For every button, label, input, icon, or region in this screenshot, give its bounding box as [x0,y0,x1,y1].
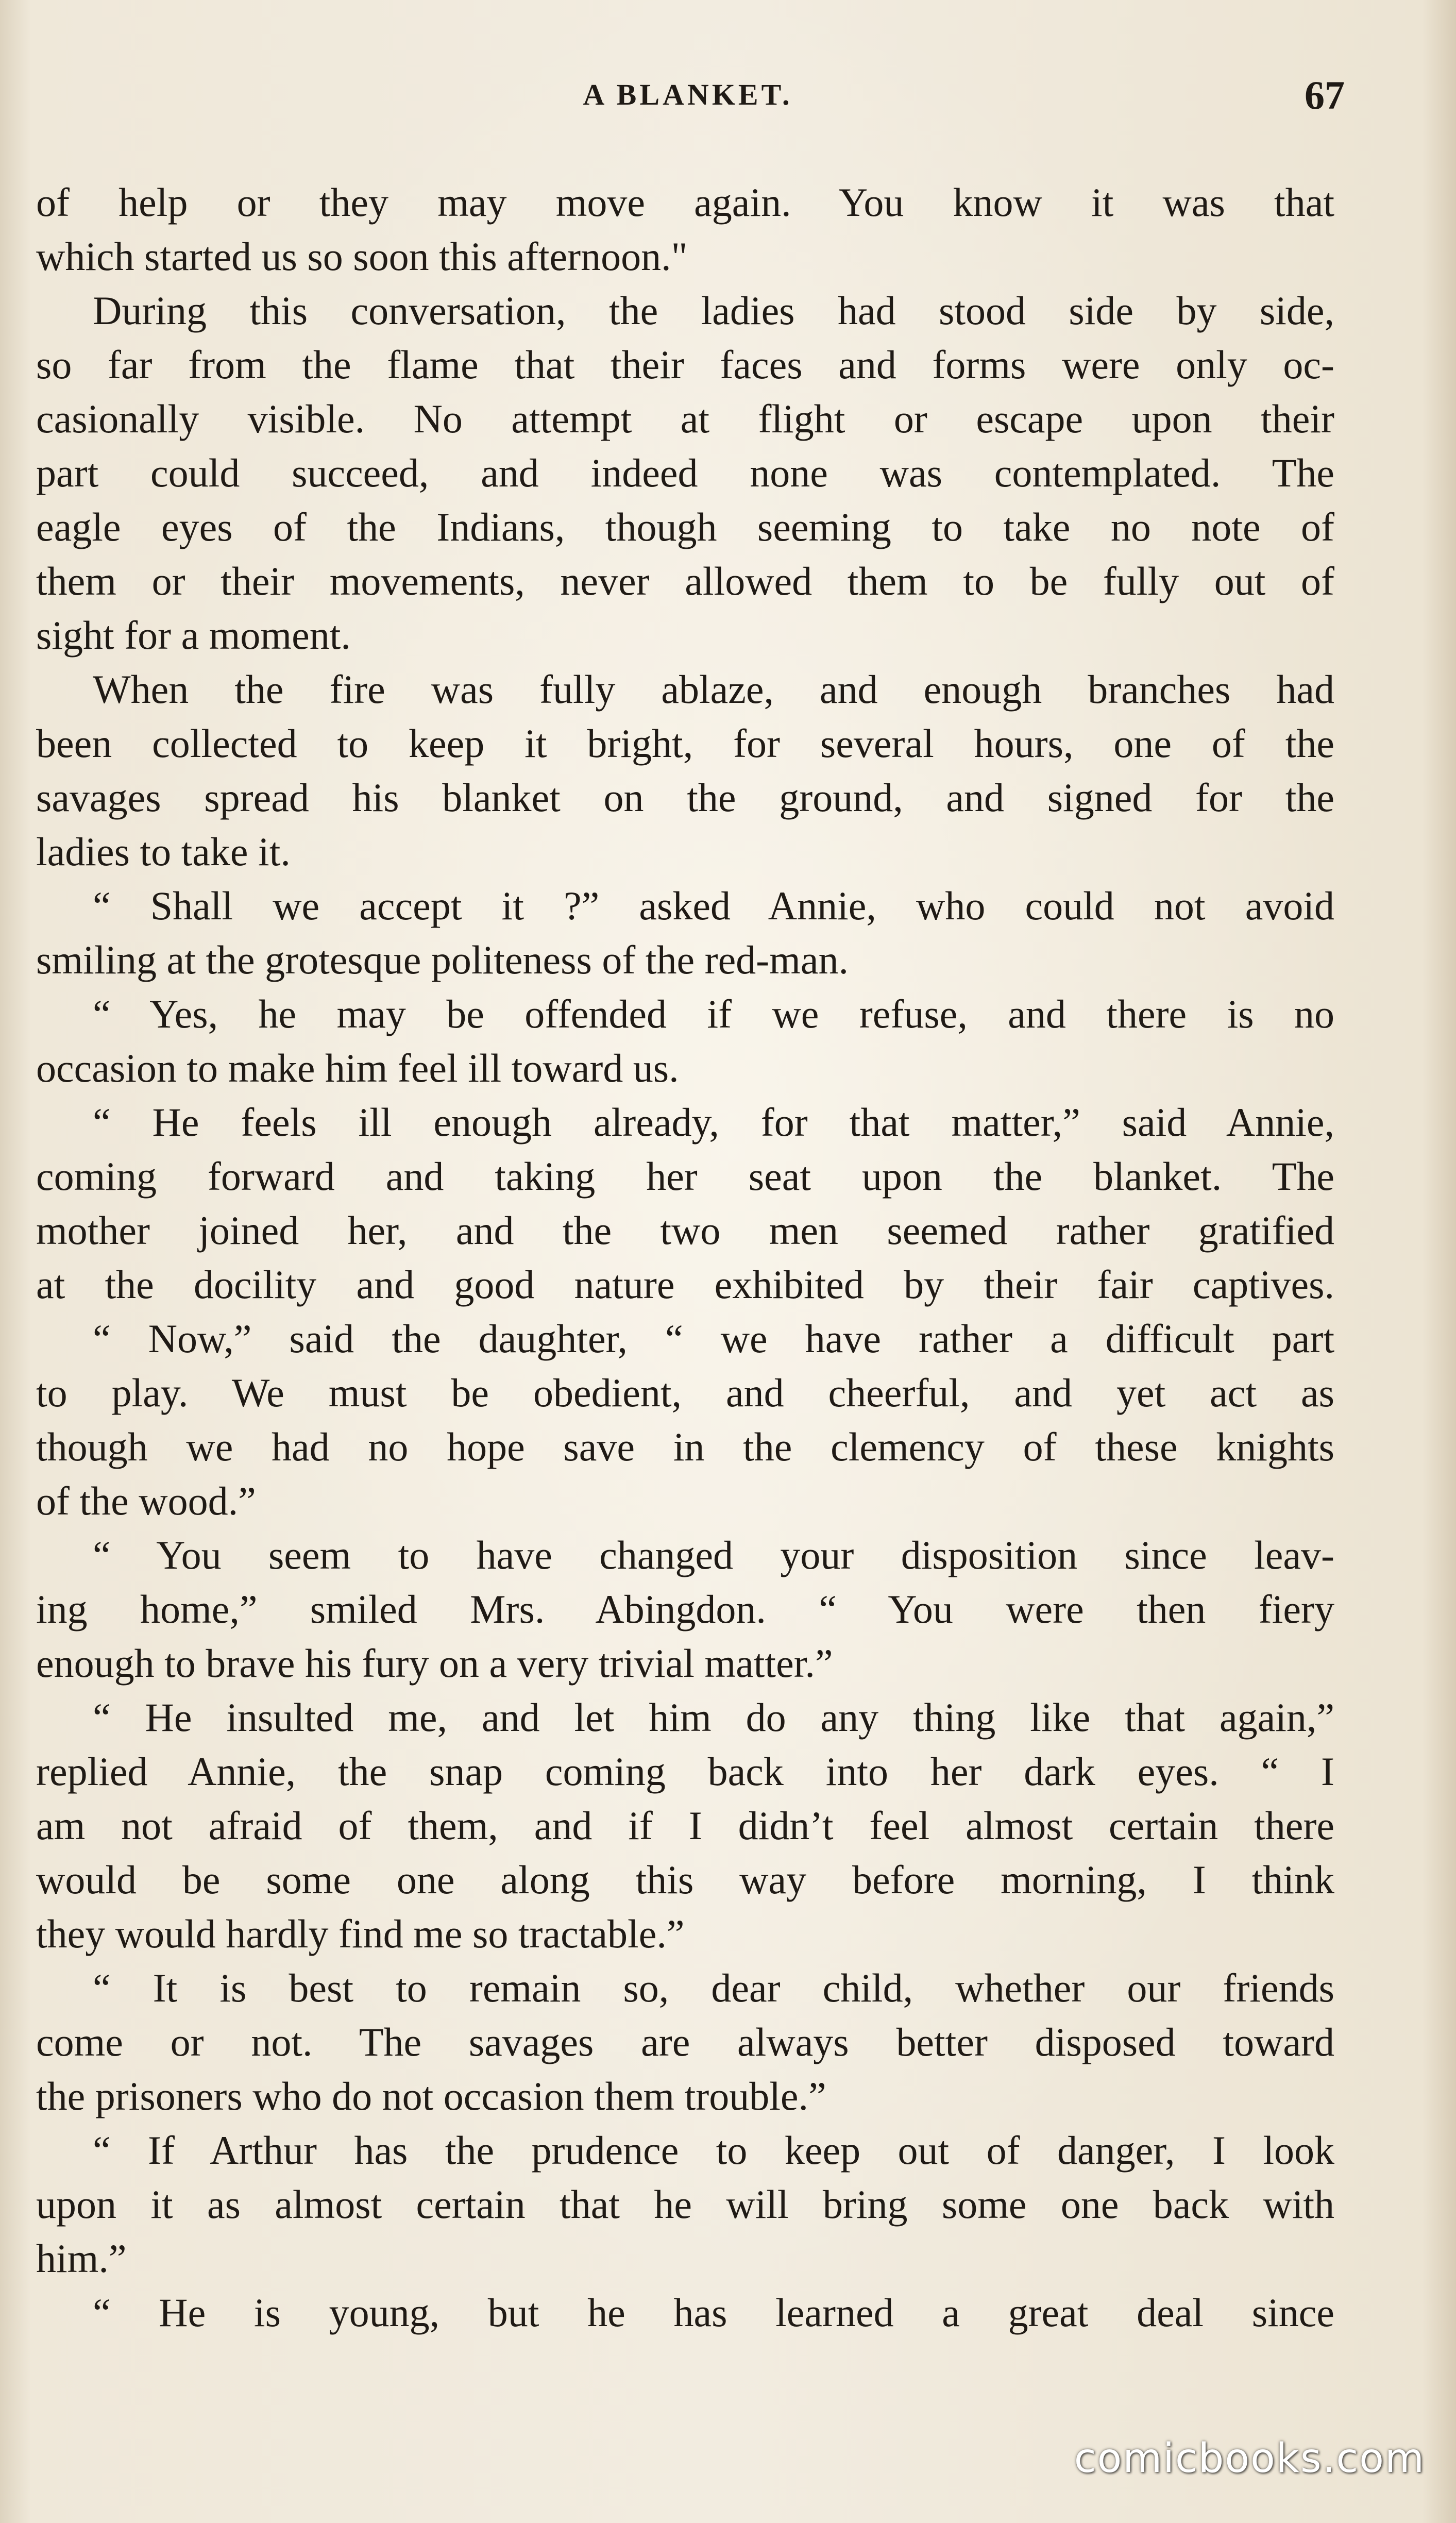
text-line: smiling at the grotesque politeness of the red-man. [36,937,849,982]
text-line: been collected to keep it bright, for several hours, one of the [36,721,1334,766]
text-line: “ You seem to have changed your disposition since leav- [93,1533,1334,1577]
text-line: eagle eyes of the Indians, though seeming to take no note of [36,504,1334,549]
text-line: would be some one along this way before morning, I think [36,1857,1334,1902]
text-line: “ He insulted me, and let him do any thing like that again,” [93,1695,1334,1740]
text-line: the prisoners who do not occasion them trouble.” [36,2074,826,2118]
text-line: replied Annie, the snap coming back into her dark eyes. “ I [36,1749,1334,1794]
text-line: they would hardly find me so tractable.” [36,1911,685,1956]
text-line: come or not. The savages are always better disposed toward [36,2020,1334,2064]
text-line: “ Now,” said the daughter, “ we have rather a difficult part [93,1316,1334,1361]
text-line: am not afraid of them, and if I didn’t feel almost certain there [36,1803,1334,1848]
text-line: which started us so soon this afternoon." [36,234,688,279]
text-line: though we had no hope save in the clemency of these knights [36,1424,1334,1469]
text-line: ladies to take it. [36,829,291,874]
text-line: “ It is best to remain so, dear child, whether our friends [93,1965,1334,2010]
text-line: them or their movements, never allowed them to be fully out of [36,559,1334,603]
text-line: “ Yes, he may be offended if we refuse, and there is no [93,991,1334,1036]
text-line: mother joined her, and the two men seemed rather gratified [36,1208,1334,1253]
body-text [36,175,1334,2340]
watermark: comicbooks.com [1074,2435,1425,2482]
text-line: ing home,” smiled Mrs. Abingdon. “ You were then fiery [36,1587,1334,1631]
text-line: to play. We must be obedient, and cheerful, and yet act as [36,1370,1334,1415]
text-line: “ He is young, but he has learned a great deal since [93,2290,1334,2335]
page-number: 67 [1305,73,1345,117]
text-line: occasion to make him feel ill toward us. [36,1046,679,1090]
text-line: savages spread his blanket on the ground, and signed for the [36,775,1334,820]
text-line: enough to brave his fury on a very trivial matter.” [36,1641,833,1686]
text-line: When the fire was fully ablaze, and enough branches had [93,667,1334,712]
running-head: A BLANKET. [583,78,793,111]
text-line: at the docility and good nature exhibited by their fair captives. [36,1262,1334,1307]
text-line: so far from the flame that their faces and forms were only oc- [36,342,1334,387]
text-line: “ Shall we accept it ?” asked Annie, who could not avoid [93,883,1334,928]
text-line: sight for a moment. [36,613,351,658]
text-line: upon it as almost certain that he will bring some one back with [36,2182,1334,2227]
text-line: of the wood.” [36,1478,256,1523]
text-line: part could succeed, and indeed none was contemplated. The [36,450,1334,495]
page-header [36,72,1345,134]
text-line: coming forward and taking her seat upon the blanket. The [36,1154,1334,1199]
text-line: “ He feels ill enough already, for that matter,” said Annie, [93,1100,1334,1145]
text-line: “ If Arthur has the prudence to keep out of danger, I look [93,2128,1334,2173]
text-line: of help or they may move again. You know it was that [36,180,1334,225]
text-line: casionally visible. No attempt at flight or escape upon their [36,396,1334,441]
text-line: During this conversation, the ladies had stood side by side, [93,288,1334,333]
text-line: him.” [36,2236,127,2281]
